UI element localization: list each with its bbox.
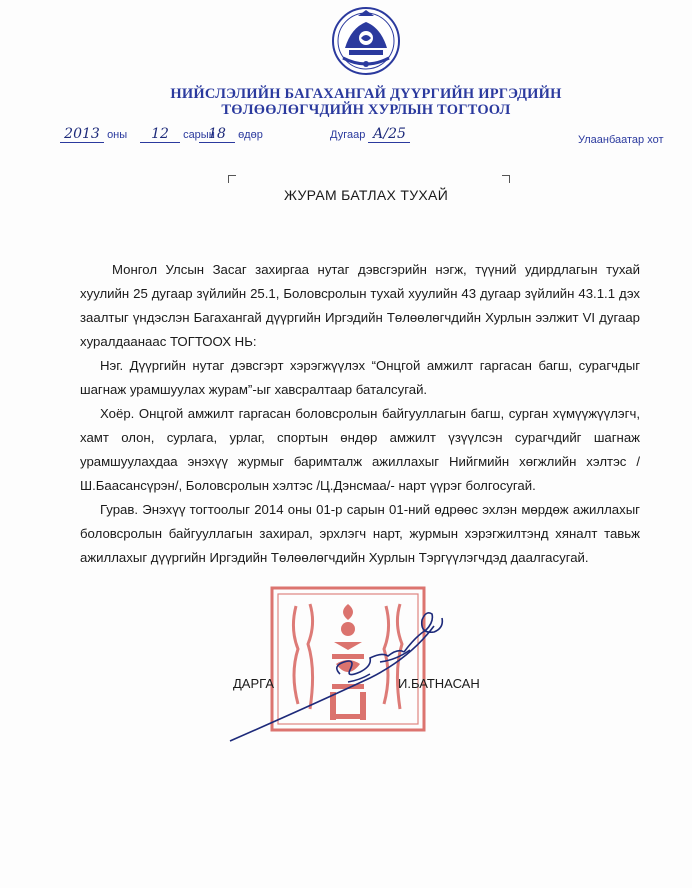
month-value: 12 xyxy=(140,126,180,143)
subject-bracket-left xyxy=(228,175,236,183)
handwritten-signature xyxy=(220,596,460,746)
paragraph-one: Нэг. Дүүргийн нутаг дэвсгэрт хэрэгжүүлэх “Онцгой амжилт гаргасан багш, сурагчдыг шагнаж урамшуулах журам”-ыг хавсралтаар баталсугай. xyxy=(80,358,640,397)
header-title-line1: НИЙСЛЭЛИЙН БАГАХАНГАЙ ДҮҮРГИЙН ИРГЭДИЙН xyxy=(170,86,562,102)
year-value: 2013 xyxy=(60,126,104,143)
state-emblem-icon xyxy=(331,6,401,76)
header-title-line2: ТӨЛӨӨЛӨГЧДИЙН ХУРЛЫН ТОГТООЛ xyxy=(221,102,511,118)
subject-title: ЖУРАМ БАТЛАХ ТУХАЙ xyxy=(283,187,449,203)
day-value: 18 xyxy=(199,126,235,143)
date-day xyxy=(195,126,263,148)
paragraph-two: Хоёр. Онцгой амжилт гаргасан боловсролын байгууллагын багш, сурган хүмүүжүүлэгч, хамт олон, сурлага, урлаг, спортын өндөр амжилт үзүүлсэн сурагчдийг шагнаж урамшуулахдаа энэхүү журмыг баримталж ажиллахыг Нийгмийн хөгжлийн хэлтэс /Ш.Баасансүрэн/, Боловсролын хэлтэс /Ц.Дэнсмаа/- нарт үүрэг болгосугай. xyxy=(80,406,640,493)
subject-bracket-right xyxy=(502,175,510,183)
paragraph-preamble: Монгол Улсын Засаг захиргаа нутаг дэвсгэрийн нэгж, түүний удирдлагын тухай хуулийн 25 дугаар зүйлийн 25.1, Боловсролын тухай хуулийн 43 дугаар зүйлийн 43.1.1 дэх заалтыг үндэслэн Багахангай дүүргийн Иргэдийн Төлөөлөгчдийн Хурлын ээлжит VI дугаар хуралдаанаас ТОГТООХ НЬ: xyxy=(80,262,640,349)
day-suffix: өдөр xyxy=(238,129,263,141)
signatory-title: ДАРГА xyxy=(233,676,274,691)
number-value: А/25 xyxy=(368,126,410,143)
document-number xyxy=(330,126,410,148)
year-suffix: оны xyxy=(107,129,128,141)
month-suffix: сарын xyxy=(183,129,215,141)
city: Улаанбаатар хот xyxy=(578,134,664,146)
number-label: Дугаар xyxy=(330,129,366,141)
signatory-name: И.БАТНАСАН xyxy=(398,676,480,691)
paragraph-three: Гурав. Энэхүү тогтоолыг 2014 оны 01-р сарын 01-ний өдрөөс эхлэн мөрдөж ажиллахыг боловсролын байгууллагын захирал, эрхлэгч нарт, журмын хэрэгжилтэнд хяналт тавьж ажиллахыг дүүргийн Иргэдийн Төлөөлөгчдийн Хурлын Тэргүүлэгчдэд даалгасугай. xyxy=(80,502,640,565)
